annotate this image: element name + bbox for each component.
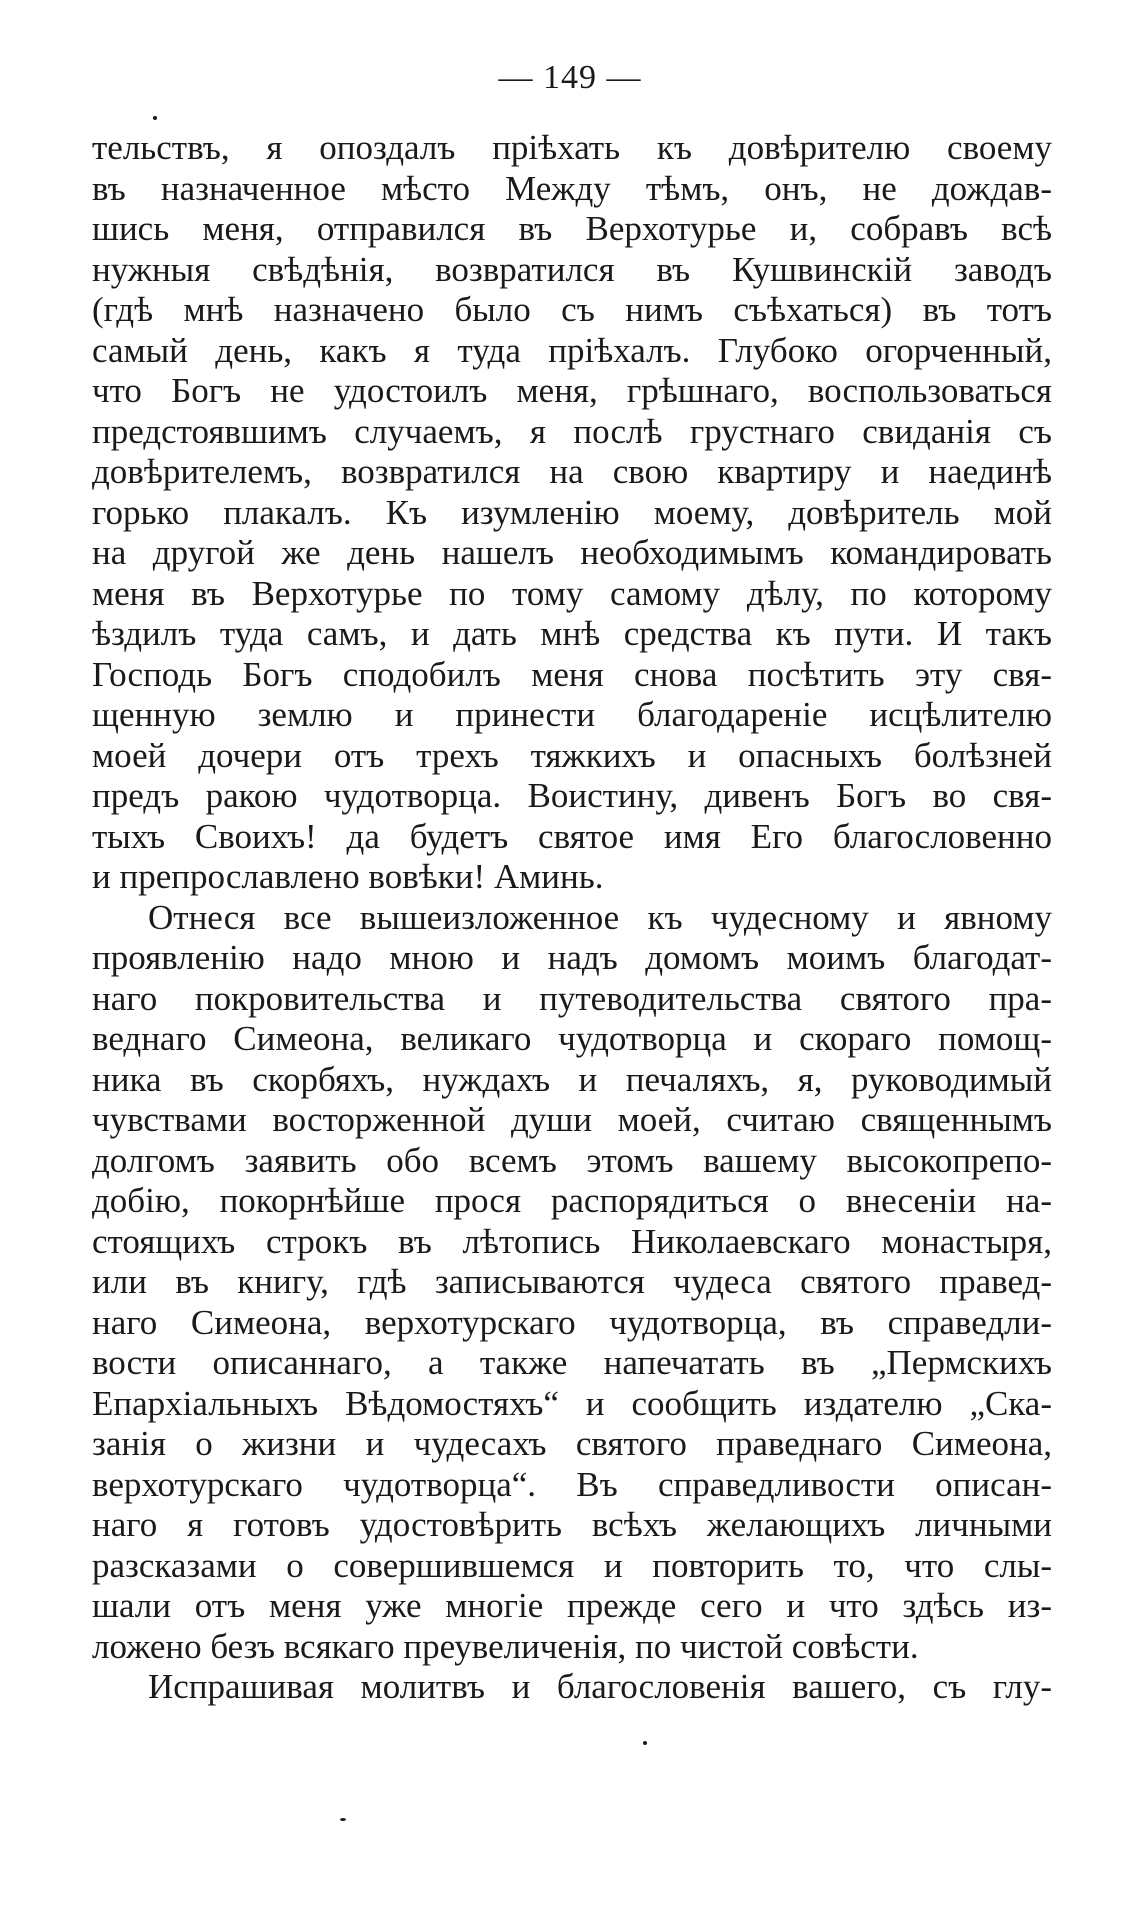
- text-line: что Богъ не удостоилъ меня, грѣшнаго, воспользоваться: [92, 371, 1052, 410]
- text-line: нужныя свѣдѣнія, возвратился въ Кушвинскій заводъ: [92, 249, 1052, 289]
- text-line: моей дочери отъ трехъ тяжкихъ и опасныхъ болѣзней: [92, 735, 1052, 775]
- text-line: разсказами о совершившемся и повторить то, что слы-: [92, 1545, 1052, 1585]
- text-line: веднаго Симеона, великаго чудотворца и скораго помощ-: [92, 1019, 1052, 1058]
- text-line: самый день, какъ я туда пріѣхалъ. Глубоко огорченный,: [92, 330, 1052, 370]
- text-line: горько плакалъ. Къ изумленію моему, довѣритель мой: [92, 492, 1052, 532]
- text-line: довѣрителемъ, возвратился на свою квартиру и наединѣ: [92, 452, 1052, 491]
- body-text: [92, 128, 1052, 1708]
- text-line: наго я готовъ удостовѣрить всѣхъ желающихъ личными: [92, 1505, 1052, 1544]
- text-line: тельствъ, я опоздалъ пріѣхать къ довѣрителю своему: [92, 128, 1052, 167]
- paragraph-3: [92, 1667, 1052, 1708]
- paragraph-1: [92, 128, 1052, 898]
- text-line: вости описаннаго, а также напечатать въ „Пермскихъ: [92, 1343, 1052, 1382]
- paragraph-2: [92, 898, 1052, 1668]
- text-line: чувствами восторженной души моей, считаю священнымъ: [92, 1100, 1052, 1139]
- text-line: Господь Богъ сподобилъ меня снова посѣтить эту свя-: [92, 654, 1052, 694]
- page-number: — 149 —: [498, 59, 642, 96]
- text-line: и препрославлено вовѣки! Аминь.: [92, 857, 604, 896]
- text-line: наго Симеона, верхотурскаго чудотворца, въ справедли-: [92, 1302, 1052, 1342]
- text-line: стоящихъ строкъ въ лѣтопись Николаевскаго монастыря,: [92, 1221, 1052, 1261]
- text-line: щенную землю и принести благодареніе исцѣлителю: [92, 695, 1052, 734]
- text-line: добію, покорнѣйше прося распорядиться о внесеніи на-: [92, 1181, 1052, 1220]
- text-line: занія о жизни и чудесахъ святого праведнаго Симеона,: [92, 1424, 1052, 1463]
- text-line: предстоявшимъ случаемъ, я послѣ грустнаго свиданія съ: [92, 411, 1052, 451]
- text-line: шали отъ меня уже многіе прежде сего и что здѣсь из-: [92, 1586, 1052, 1625]
- scan-speck: [643, 1741, 647, 1745]
- text-line: ѣздилъ туда самъ, и дать мнѣ средства къ пути. И такъ: [92, 614, 1052, 653]
- text-line: Испрашивая молитвъ и благословенія вашего, съ глу-: [148, 1667, 1052, 1706]
- text-line: предъ ракою чудотворца. Воистину, дивенъ Богъ во свя-: [92, 776, 1052, 815]
- text-line: тыхъ Своихъ! да будетъ святое имя Его благословенно: [92, 816, 1052, 856]
- text-line: въ назначенное мѣсто Между тѣмъ, онъ, не дождав-: [92, 168, 1052, 208]
- text-line: ника въ скорбяхъ, нуждахъ и печаляхъ, я, руководимый: [92, 1059, 1052, 1099]
- text-line: на другой же день нашелъ необходимымъ командировать: [92, 533, 1052, 572]
- scan-speck: [153, 116, 157, 120]
- text-line: наго покровительства и путеводительства святого пра-: [92, 978, 1052, 1018]
- scan-speck: [340, 1818, 346, 1821]
- text-line: верхотурскаго чудотворца“. Въ справедливости описан-: [92, 1464, 1052, 1504]
- text-line: Отнеся все вышеизложенное къ чудесному и явному: [148, 897, 1052, 937]
- text-line: меня въ Верхотурье по тому самому дѣлу, по которому: [92, 573, 1052, 613]
- text-line: шись меня, отправился въ Верхотурье и, собравъ всѣ: [92, 209, 1052, 248]
- text-line: или въ книгу, гдѣ записываются чудеса святого правед-: [92, 1262, 1052, 1301]
- text-line: проявленію надо мною и надъ домомъ моимъ благодат-: [92, 938, 1052, 977]
- text-line: долгомъ заявить обо всемъ этомъ вашему высокопрепо-: [92, 1140, 1052, 1180]
- text-line: (гдѣ мнѣ назначено было съ нимъ съѣхаться) въ тотъ: [92, 290, 1052, 329]
- text-line: ложено безъ всякаго преувеличенія, по чистой совѣсти.: [92, 1626, 919, 1666]
- text-line: Епархіальныхъ Вѣдомостяхъ“ и сообщить издателю „Ска-: [92, 1383, 1052, 1423]
